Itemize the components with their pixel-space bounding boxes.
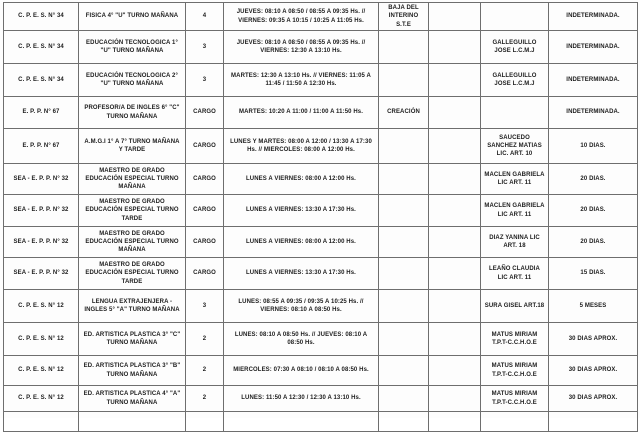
cell-duration: INDETERMINADA. — [549, 97, 638, 129]
cell-hours: 3 — [186, 31, 224, 64]
cell-hours: CARGO — [186, 227, 224, 258]
cell-teacher: MATUS MIRIAM T.P.T-C.C.H.O.E — [481, 323, 549, 356]
cell-extra — [429, 195, 481, 227]
cell-school: C. P. E. S. N° 12 — [4, 356, 79, 386]
cell-teacher: MATUS MIRIAM T.P.T-C.C.H.O.E — [481, 356, 549, 386]
cell-hours — [186, 412, 224, 432]
cell-school: C. P. E. S. N° 34 — [4, 64, 79, 97]
cell-duration: 20 DIAS. — [549, 164, 638, 195]
cell-hours: CARGO — [186, 97, 224, 129]
cell-schedule: LUNES: 08:10 A 08:50 Hs. // JUEVES: 08:10 A 08:50 Hs. — [224, 323, 379, 356]
cell-motivo — [379, 64, 429, 97]
cell-schedule: JUEVES: 08:10 A 08:50 / 08:55 A 09:35 Hs. // VIERNES: 09:35 A 10:15 / 10:25 A 11:05 Hs. — [224, 3, 379, 31]
table-row — [4, 64, 638, 97]
cell-subject: A.M.G.I 1° A 7° TURNO MAÑANA Y TARDE — [79, 129, 186, 164]
cell-hours: 4 — [186, 3, 224, 31]
cell-motivo — [379, 356, 429, 386]
cell-extra — [429, 227, 481, 258]
cell-motivo: CREACIÓN — [379, 97, 429, 129]
cell-duration: INDETERMINADA. — [549, 31, 638, 64]
table-row — [4, 258, 638, 290]
cell-hours: CARGO — [186, 164, 224, 195]
cell-schedule: LUNES A VIERNES: 13:30 A 17:30 Hs. — [224, 258, 379, 290]
cell-school: C. P. E. S. N° 34 — [4, 31, 79, 64]
cell-duration: 15 DIAS. — [549, 258, 638, 290]
cell-extra — [429, 31, 481, 64]
cell-subject: FISICA 4° "U" TURNO MAÑANA — [79, 3, 186, 31]
cell-schedule: LUNES: 11:50 A 12:30 / 12:30 A 13:10 Hs. — [224, 386, 379, 412]
table-row — [4, 323, 638, 356]
cell-school: C. P. E. S. N° 12 — [4, 323, 79, 356]
table-row — [4, 290, 638, 323]
cell-teacher: MACLEN GABRIELA LIC ART. 11 — [481, 164, 549, 195]
cell-motivo — [379, 164, 429, 195]
cell-school: E. P. P. N° 67 — [4, 97, 79, 129]
cell-hours: 3 — [186, 64, 224, 97]
cell-subject: LENGUA EXTRAJENJERA - INGLES 5° "A" TURNO MAÑANA — [79, 290, 186, 323]
cell-duration: 30 DIAS APROX. — [549, 323, 638, 356]
cell-extra — [429, 386, 481, 412]
cell-extra — [429, 258, 481, 290]
cell-teacher — [481, 3, 549, 31]
cell-subject: EDUCACIÓN TECNOLOGICA 2° "U" TURNO MAÑANA — [79, 64, 186, 97]
cell-extra — [429, 323, 481, 356]
cell-duration: INDETERMINADA. — [549, 3, 638, 31]
cell-subject: ED. ARTISTICA PLASTICA 4° "A" TURNO MAÑANA — [79, 386, 186, 412]
cell-motivo — [379, 290, 429, 323]
cell-schedule: LUNES Y MARTES: 08:00 A 12:00 / 13:30 A 17:30 Hs. // MIERCOLES: 08:00 A 12:00 Hs. — [224, 129, 379, 164]
cell-subject: MAESTRO DE GRADO EDUCACIÓN ESPECIAL TURNO TARDE — [79, 258, 186, 290]
cell-teacher: DIAZ YANINA LIC ART. 18 — [481, 227, 549, 258]
cell-extra — [429, 129, 481, 164]
cell-schedule: LUNES A VIERNES: 13:30 A 17:30 Hs. — [224, 195, 379, 227]
table-row — [4, 227, 638, 258]
cell-schedule: LUNES A VIERNES: 08:00 A 12:00 Hs. — [224, 164, 379, 195]
cell-teacher: SURA GISEL ART.18 — [481, 290, 549, 323]
cell-motivo — [379, 129, 429, 164]
cell-schedule: MIERCOLES: 07:30 A 08:10 / 08:10 A 08:50 Hs. — [224, 356, 379, 386]
cell-subject: MAESTRO DE GRADO EDUCACIÓN ESPECIAL TURNO MAÑANA — [79, 164, 186, 195]
table-row — [4, 3, 638, 31]
table-row — [4, 356, 638, 386]
cell-motivo — [379, 412, 429, 432]
cell-schedule — [224, 412, 379, 432]
table-row — [4, 164, 638, 195]
cell-teacher: GALLEGUILLO JOSE L.C.M.J — [481, 31, 549, 64]
cell-duration: 30 DIAS APROX. — [549, 386, 638, 412]
cell-schedule: JUEVES: 08:10 A 08:50 / 08:55 A 09:35 Hs. // VIERNES: 12:30 A 13:10 Hs. — [224, 31, 379, 64]
teaching-assignments-table — [3, 2, 638, 432]
cell-teacher: MACLEN GABRIELA LIC ART. 11 — [481, 195, 549, 227]
cell-extra — [429, 164, 481, 195]
cell-motivo — [379, 227, 429, 258]
cell-duration: 5 MESES — [549, 290, 638, 323]
cell-hours: CARGO — [186, 129, 224, 164]
cell-duration: 30 DIAS APROX. — [549, 356, 638, 386]
cell-motivo — [379, 258, 429, 290]
cell-subject: EDUCACIÓN TECNOLOGICA 1° "U" TURNO MAÑANA — [79, 31, 186, 64]
cell-school: C. P. E. S. N° 34 — [4, 3, 79, 31]
cell-teacher: GALLEGUILLO JOSE L.C.M.J — [481, 64, 549, 97]
cell-duration: 20 DIAS. — [549, 227, 638, 258]
cell-duration: 20 DIAS. — [549, 195, 638, 227]
cell-school: C. P. E. S. N° 12 — [4, 386, 79, 412]
cell-hours: CARGO — [186, 258, 224, 290]
cell-teacher — [481, 412, 549, 432]
cell-teacher: MATUS MIRIAM T.P.T-C.C.H.O.E — [481, 386, 549, 412]
cell-schedule: LUNES: 08:55 A 09:35 / 09:35 A 10:25 Hs. // VIERNES: 08:10 A 08:50 Hs. — [224, 290, 379, 323]
cell-hours: 2 — [186, 356, 224, 386]
cell-schedule: MARTES: 12:30 A 13:10 Hs. // VIERNES: 11:05 A 11:45 / 11:50 A 12:30 Hs. — [224, 64, 379, 97]
table-row — [4, 412, 638, 432]
cell-school: SEA - E. P. P. N° 32 — [4, 164, 79, 195]
cell-motivo — [379, 386, 429, 412]
table-row — [4, 195, 638, 227]
cell-motivo — [379, 31, 429, 64]
cell-hours: 2 — [186, 386, 224, 412]
cell-subject: PROFESOR/A DE INGLES 6° "C" TURNO MAÑANA — [79, 97, 186, 129]
cell-teacher: SAUCEDO SANCHEZ MATIAS LIC. ART. 10 — [481, 129, 549, 164]
cell-schedule: LUNES A VIERNES: 08:00 A 12:00 Hs. — [224, 227, 379, 258]
cell-duration — [549, 412, 638, 432]
cell-schedule: MARTES: 10:20 A 11:00 / 11:00 A 11:50 Hs. — [224, 97, 379, 129]
cell-motivo — [379, 323, 429, 356]
cell-subject: ED. ARTISTICA PLASTICA 3° "B" TURNO MAÑANA — [79, 356, 186, 386]
cell-school: E. P. P. N° 67 — [4, 129, 79, 164]
cell-school: SEA - E. P. P. N° 32 — [4, 258, 79, 290]
cell-extra — [429, 290, 481, 323]
cell-hours: 3 — [186, 290, 224, 323]
cell-extra — [429, 97, 481, 129]
cell-motivo: BAJA DEL INTERINO S.T.E — [379, 3, 429, 31]
cell-hours: CARGO — [186, 195, 224, 227]
cell-school: C. P. E. S. N° 12 — [4, 290, 79, 323]
cell-motivo — [379, 195, 429, 227]
cell-teacher: LEAÑO CLAUDIA LIC ART. 11 — [481, 258, 549, 290]
cell-subject: MAESTRO DE GRADO EDUCACIÓN ESPECIAL TURNO TARDE — [79, 195, 186, 227]
table-row — [4, 386, 638, 412]
cell-school — [4, 412, 79, 432]
cell-duration: 10 DIAS. — [549, 129, 638, 164]
cell-school: SEA - E. P. P. N° 32 — [4, 195, 79, 227]
cell-duration: INDETERMINADA. — [549, 64, 638, 97]
cell-extra — [429, 412, 481, 432]
cell-subject: MAESTRO DE GRADO EDUCACIÓN ESPECIAL TURNO MAÑANA — [79, 227, 186, 258]
cell-teacher — [481, 97, 549, 129]
cell-subject — [79, 412, 186, 432]
cell-extra — [429, 64, 481, 97]
table-row — [4, 129, 638, 164]
table-row — [4, 31, 638, 64]
cell-school: SEA - E. P. P. N° 32 — [4, 227, 79, 258]
cell-subject: ED. ARTISTICA PLASTICA 3° "C" TURNO MAÑANA — [79, 323, 186, 356]
cell-extra — [429, 3, 481, 31]
cell-hours: 2 — [186, 323, 224, 356]
table-row — [4, 97, 638, 129]
cell-extra — [429, 356, 481, 386]
